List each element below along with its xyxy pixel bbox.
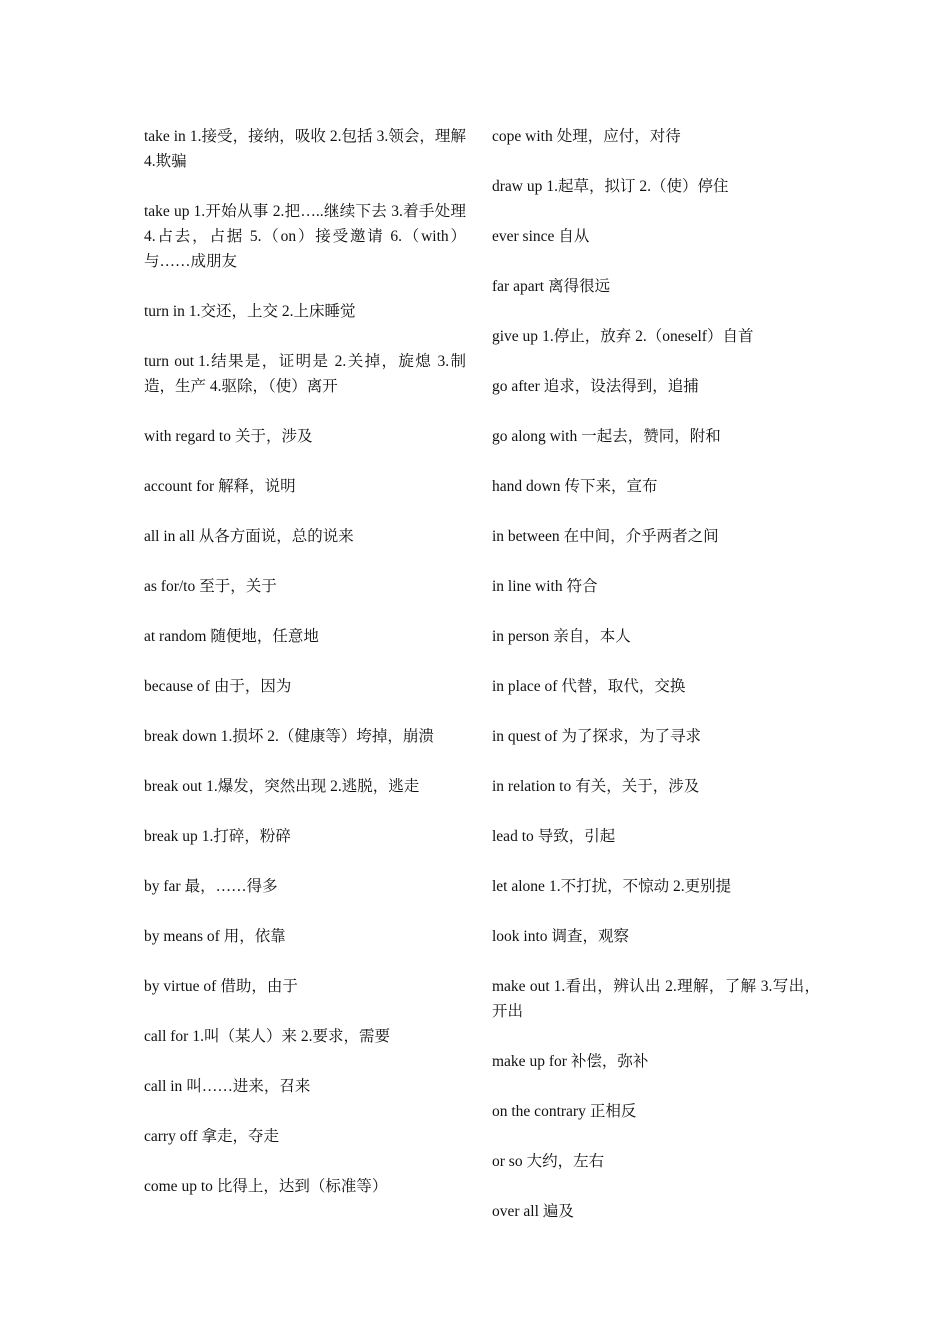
phrase-entry — [492, 424, 820, 449]
phrase-term: in place of — [492, 678, 558, 695]
phrase-entry — [492, 124, 820, 149]
phrase-entry — [144, 1024, 466, 1049]
phrase-entry — [144, 974, 466, 999]
phrase-entry — [492, 174, 820, 199]
phrase-term: far apart — [492, 278, 545, 295]
phrase-meaning: 1.结果是，证明是 2.关掉，旋熄 3.制造，生产 4.驱除，（使）离开 — [144, 353, 466, 395]
phrase-meaning: 导致，引起 — [537, 828, 616, 845]
phrase-term: break out — [144, 778, 203, 795]
phrase-term: lead to — [492, 828, 534, 845]
phrase-meaning: 处理，应付，对待 — [556, 128, 681, 145]
phrase-term: in quest of — [492, 728, 558, 745]
phrase-meaning: 解释，说明 — [218, 478, 296, 495]
phrase-term: account for — [144, 478, 215, 495]
phrase-term: in between — [492, 528, 560, 545]
phrase-meaning: 至于，关于 — [199, 578, 277, 595]
phrase-term: by virtue of — [144, 978, 217, 995]
phrase-meaning: 1.叫（某人）来 2.要求，需要 — [192, 1028, 390, 1045]
phrase-term: in line with — [492, 578, 563, 595]
phrase-term: turn in — [144, 303, 185, 320]
phrase-term: on the contrary — [492, 1103, 586, 1120]
phrase-meaning: 从各方面说，总的说来 — [198, 528, 354, 545]
phrase-entry — [492, 224, 820, 249]
phrase-meaning: 有关，关于，涉及 — [575, 778, 700, 795]
phrase-entry — [492, 724, 820, 749]
left-column — [144, 124, 466, 1224]
phrase-term: hand down — [492, 478, 561, 495]
phrase-meaning: 由于，因为 — [213, 678, 292, 695]
phrase-entry — [492, 974, 820, 1024]
phrase-entry — [492, 1199, 820, 1224]
phrase-term: ever since — [492, 228, 555, 245]
phrase-entry — [492, 924, 820, 949]
phrase-term: cope with — [492, 128, 553, 145]
phrase-meaning: 1.损坏 2.（健康等）垮掉，崩溃 — [220, 728, 434, 745]
phrase-entry — [492, 1099, 820, 1124]
phrase-meaning: 调查，观察 — [551, 928, 630, 945]
phrase-meaning: 在中间，介乎两者之间 — [563, 528, 719, 545]
phrase-meaning: 补偿，弥补 — [570, 1053, 649, 1070]
phrase-term: carry off — [144, 1128, 198, 1145]
phrase-entry — [492, 324, 820, 349]
phrase-meaning: 最，……得多 — [184, 878, 278, 895]
phrase-entry — [492, 574, 820, 599]
phrase-entry — [144, 674, 466, 699]
phrase-meaning: 自从 — [558, 228, 590, 245]
phrase-entry — [144, 1124, 466, 1149]
phrase-entry — [144, 424, 466, 449]
phrase-term: with regard to — [144, 428, 231, 445]
phrase-term: come up to — [144, 1178, 213, 1195]
phrase-entry — [144, 824, 466, 849]
phrase-term: look into — [492, 928, 548, 945]
phrase-term: in relation to — [492, 778, 572, 795]
phrase-meaning: 正相反 — [589, 1103, 637, 1120]
phrase-entry — [492, 824, 820, 849]
phrase-entry — [492, 474, 820, 499]
phrase-entry — [492, 774, 820, 799]
phrase-meaning: 符合 — [566, 578, 598, 595]
phrase-entry — [492, 524, 820, 549]
phrase-entry — [144, 349, 466, 399]
phrase-meaning: 拿走，夺走 — [201, 1128, 280, 1145]
phrase-term: call for — [144, 1028, 189, 1045]
phrase-entry — [144, 774, 466, 799]
phrase-meaning: 一起去，赞同，附和 — [581, 428, 721, 445]
phrase-meaning: 追求，设法得到，追捕 — [543, 378, 699, 395]
phrase-term: at random — [144, 628, 207, 645]
phrase-meaning: 1.交还，上交 2.上床睡觉 — [188, 303, 356, 320]
phrase-term: make up for — [492, 1053, 567, 1070]
phrase-entry — [144, 124, 466, 174]
phrase-term: in person — [492, 628, 550, 645]
phrase-entry — [492, 1149, 820, 1174]
phrase-meaning: 1.不打扰，不惊动 2.更别提 — [548, 878, 732, 895]
phrase-meaning: 亲自，本人 — [553, 628, 631, 645]
phrase-term: call in — [144, 1078, 183, 1095]
phrase-term: let alone — [492, 878, 545, 895]
phrase-entry — [144, 1074, 466, 1099]
phrase-meaning: 1.看出，辨认出 2.理解，了解 3.写出，开出 — [492, 978, 820, 1020]
phrase-meaning: 1.爆发，突然出现 2.逃脱，逃走 — [206, 778, 420, 795]
phrase-entry — [144, 724, 466, 749]
phrase-entry — [144, 474, 466, 499]
phrase-term: take up — [144, 203, 190, 220]
phrase-term: break down — [144, 728, 217, 745]
phrase-term: go after — [492, 378, 540, 395]
phrase-entry — [144, 874, 466, 899]
phrase-entry — [492, 874, 820, 899]
phrase-meaning: 1.起草，拟订 2.（使）停住 — [546, 178, 729, 195]
phrase-term: break up — [144, 828, 198, 845]
phrase-term: as for/to — [144, 578, 196, 595]
phrase-term: over all — [492, 1203, 539, 1220]
phrase-meaning: 大约，左右 — [526, 1153, 605, 1170]
phrase-term: draw up — [492, 178, 543, 195]
phrase-entry — [492, 1049, 820, 1074]
phrase-entry — [492, 274, 820, 299]
phrase-meaning: 叫……进来，召来 — [186, 1078, 311, 1095]
phrase-entry — [144, 924, 466, 949]
phrase-term: by far — [144, 878, 181, 895]
phrase-entry — [144, 524, 466, 549]
phrase-term: take in — [144, 128, 186, 145]
phrase-entry — [492, 624, 820, 649]
phrase-meaning: 借助，由于 — [220, 978, 298, 995]
phrase-meaning: 离得很远 — [548, 278, 611, 295]
phrase-term: make out — [492, 978, 550, 995]
phrase-meaning: 代替，取代，交换 — [561, 678, 686, 695]
phrase-meaning: 1.停止，放弃 2.（oneself）自首 — [542, 328, 754, 345]
phrase-entry — [144, 1174, 466, 1199]
phrase-meaning: 遍及 — [542, 1203, 574, 1220]
phrase-entry — [144, 299, 466, 324]
phrase-meaning: 传下来，宣布 — [564, 478, 658, 495]
phrase-meaning: 1.打碎，粉碎 — [201, 828, 291, 845]
phrase-term: give up — [492, 328, 539, 345]
phrase-meaning: 随便地，任意地 — [210, 628, 319, 645]
phrase-entry — [492, 674, 820, 699]
phrase-entry — [144, 199, 466, 274]
phrase-entry — [492, 374, 820, 399]
phrase-term: turn out — [144, 353, 195, 370]
phrase-term: all in all — [144, 528, 195, 545]
phrase-meaning: 为了探求，为了寻求 — [561, 728, 701, 745]
phrase-meaning: 用，依靠 — [223, 928, 286, 945]
phrase-meaning: 比得上，达到（标准等） — [216, 1178, 388, 1195]
phrase-term: go along with — [492, 428, 578, 445]
phrase-meaning: 关于，涉及 — [234, 428, 313, 445]
phrase-meaning: 1.开始从事 2.把…..继续下去 3.着手处理 4.占去，占据 5.（on）接受邀请 6.（with）与……成朋友 — [144, 203, 466, 270]
phrase-term: because of — [144, 678, 210, 695]
phrase-term: or so — [492, 1153, 523, 1170]
phrase-entry — [144, 624, 466, 649]
right-column — [492, 124, 820, 1249]
phrase-term: by means of — [144, 928, 220, 945]
phrase-entry — [144, 574, 466, 599]
phrase-meaning: 1.接受，接纳，吸收 2.包括 3.领会，理解 4.欺骗 — [144, 128, 466, 170]
